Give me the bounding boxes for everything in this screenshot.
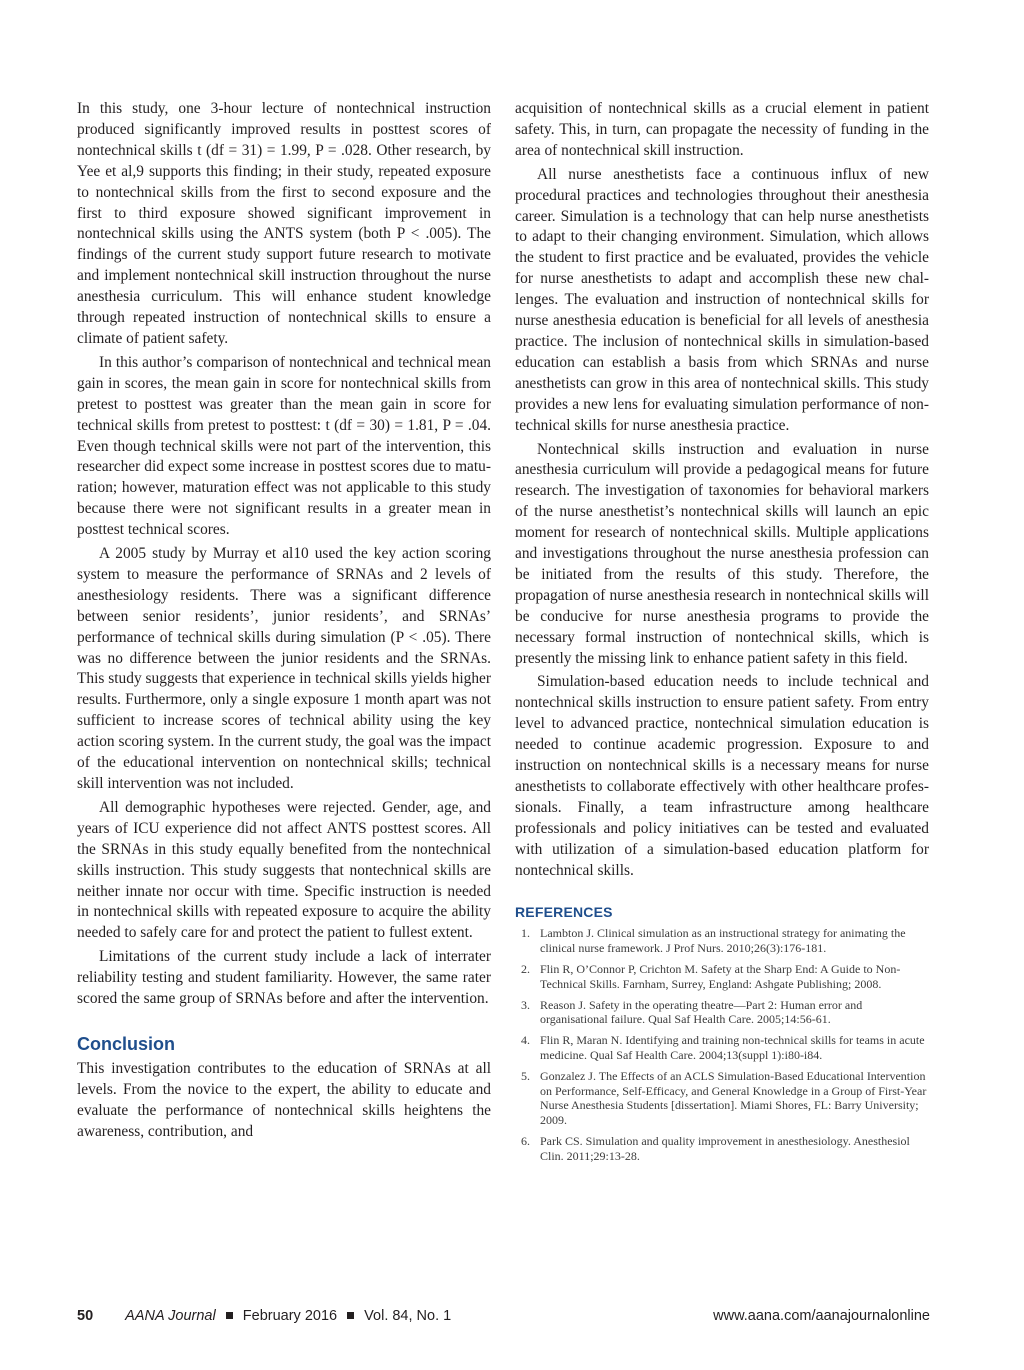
body-paragraph: In this study, one 3-hour lecture of nontechnical instruction produced significantly improved results in posttest scores of nontechnical skills t (df = 31) = 1.99, P = .028. Other research, by Yee et al,9 supports this finding; in their study, repeated exposure to nontechnical skills from the first to second exposure and the first to third exposure showed significant improvement in nontechnical skills using the ANTS system (both P < .005). The findings of the current study support future research to motivate and implement nontechnical skill instruction throughout the nurse anesthesia curriculum. This will enhance student knowledge through repeated instruction of nontechnical skills to ensure a climate of patient safety. <box>77 100 491 347</box>
issue-date: February 2016 <box>242 1308 338 1324</box>
continuation-paragraph: acquisition of nontechnical skills as a crucial element in patient safety. This, in turn, can propagate the necessity of funding in the area of nontechnical skill instruction. <box>515 100 929 159</box>
right-column <box>515 99 929 1170</box>
reference-item: 6. Park CS. Simulation and quality improvement in anesthesiology. Anesthesiol Clin. 2011;29:13-28. <box>521 1134 910 1163</box>
page-footer <box>77 1308 930 1324</box>
reference-item: 3. Reason J. Safety in the operating theatre—Part 2: Human error and organisational failure. Qual Saf Health Care. 2005;14:56-61. <box>521 997 863 1027</box>
references-list <box>515 926 929 1163</box>
body-paragraph: Nontechnical skills instruction and evaluation in nurse anesthesia curriculum will provide a pedagogical means for future research. The investigation of taxonomies for behavioral markers of the nurse anesthetist’s nontechnical skills will launch an epic moment for research of nontechnical skills. Multiple applications and investigations throughout the nurse anesthesia profession can be initiated from the results of this study. Therefore, the propagation of nurse anesthesia research in nontechnical skills will be conducive for nurse anesthesia programs to provide the necessary formal instruction of nontechnical skills, which is presently the missing link to enhance patient safety in this field. <box>515 440 929 667</box>
left-column <box>77 99 491 1143</box>
reference-item: 5. Gonzalez J. The Effects of an ACLS Simulation-Based Educational Intervention on Performance, Self-Efficacy, and General Knowledge in a Group of First-Year Nurse Anesthesia Students [dissertation]. Miami Shores, FL: Barry University; 2009. <box>521 1068 927 1128</box>
body-paragraph: Limitations of the current study include a lack of interrater reliability testing and student familiarity. However, the same rater scored the same group of SRNAs before and after the intervention. <box>77 948 491 1008</box>
page-number: 50 <box>77 1308 94 1324</box>
volume-info: Vol. 84, No. 1 <box>364 1308 452 1324</box>
conclusion-paragraph: This investigation contributes to the education of SRNAs at all levels. From the novice to the expert, the ability to educate and evaluate the performance of nontechnical skills heightens the awareness, contribution, and <box>77 1059 491 1140</box>
body-paragraph: In this author’s comparison of nontechnical and technical mean gain in scores, the mean gain in score for nontechnical skills from pretest to posttest was greater than the mean gain in score for technical skills from pretest to posttest: t (df = 30) = 1.81, P = .04. Even though technical skills were not part of the intervention, this researcher did expect some increase in posttest scores due to maturation; however, maturation effect was not applicable to this study because there were not significant results in a greater mean in posttest technical scores. <box>77 353 491 539</box>
body-paragraph: A 2005 study by Murray et al10 used the key action scoring system to measure the performance of SRNAs and 2 levels of anesthesiology residents. There was a significant difference between senior residents’, junior residents’, and SRNAs’ performance of technical skills during simulation (P < .05). There was no difference between the junior residents and the SRNAs. This study suggests that experience in technical skills yields higher results. Furthermore, only a single exposure 1 month apart was not sufficient to increase scores of technical ability using the key action scoring system. In the current study, the goal was the impact of the educational intervention on nontechnical skills; technical skill intervention was not included. <box>77 545 491 792</box>
body-paragraph: All demographic hypotheses were rejected. Gender, age, and years of ICU experience did not affect ANTS posttest scores. All the SRNAs in this study equally benefited from the nontechnical skills instruction. This study suggests that nontechnical skills are neither innate nor occur with time. Specific instruction is needed in nontechnical skills with repeated exposure to acquire the ability needed to safely care for and protect the patient to fullest extent. <box>77 798 491 942</box>
separator-square-icon <box>226 1312 233 1319</box>
separator-square-icon <box>347 1312 354 1319</box>
reference-item: 2. Flin R, O’Connor P, Crichton M. Safety at the Sharp End: A Guide to Non-Technical Skills. Farnham, Surrey, England: Ashgate Publishing; 2008. <box>521 962 901 991</box>
reference-item: 4. Flin R, Maran N. Identifying and training non-technical skills for teams in acute medicine. Qual Saf Health Care. 2004;13(suppl 1):i80-i84. <box>521 1033 925 1063</box>
references-heading: REFERENCES <box>515 903 613 920</box>
reference-item: 1. Lambton J. Clinical simulation as an instructional strategy for animating the clinical nurse framework. J Prof Nurs. 2010;26(3):176-181. <box>521 926 906 956</box>
journal-url-link[interactable]: www.aana.com/aanajournalonline <box>713 1308 930 1324</box>
body-paragraph: Simulation-based education needs to include technical and nontechnical skills instruction to ensure patient safety. From entry level to advanced practice, nontechnical simulation education is needed to continue academic progression. Exposure to and instruction on nontechnical skills is a necessary means for nurse anesthetists to collaborate effectively with other healthcare professionals. Finally, a team infrastructure among healthcare professionals and policy initiatives can be tested and evaluated with utilization of a simulation-based education platform for nontechnical skills. <box>515 673 929 879</box>
body-paragraph: All nurse anesthetists face a continuous influx of new procedural practices and technologies throughout their anesthesia career. Simulation is a technology that can help nurse anesthetists to adapt to their changing environment. Simulation, which allows the student to first practice and be evaluated, provides the vehicle for nurse anesthetists to adapt and accomplish these new challenges. The evaluation and instruction of nontechnical skills for nurse anesthesia education is beneficial for all levels of anesthesia practice. The inclusion of nontechnical skills in simulation-based education can establish a basis from which SRNAs and nurse anesthetists can grow in this area of nontechnical skills. This study provides a new lens for evaluating simulation performance of nontechnical skills for nurse anesthesia practice. <box>515 165 929 434</box>
journal-name: AANA Journal <box>125 1308 216 1324</box>
conclusion-heading: Conclusion <box>77 1033 175 1054</box>
